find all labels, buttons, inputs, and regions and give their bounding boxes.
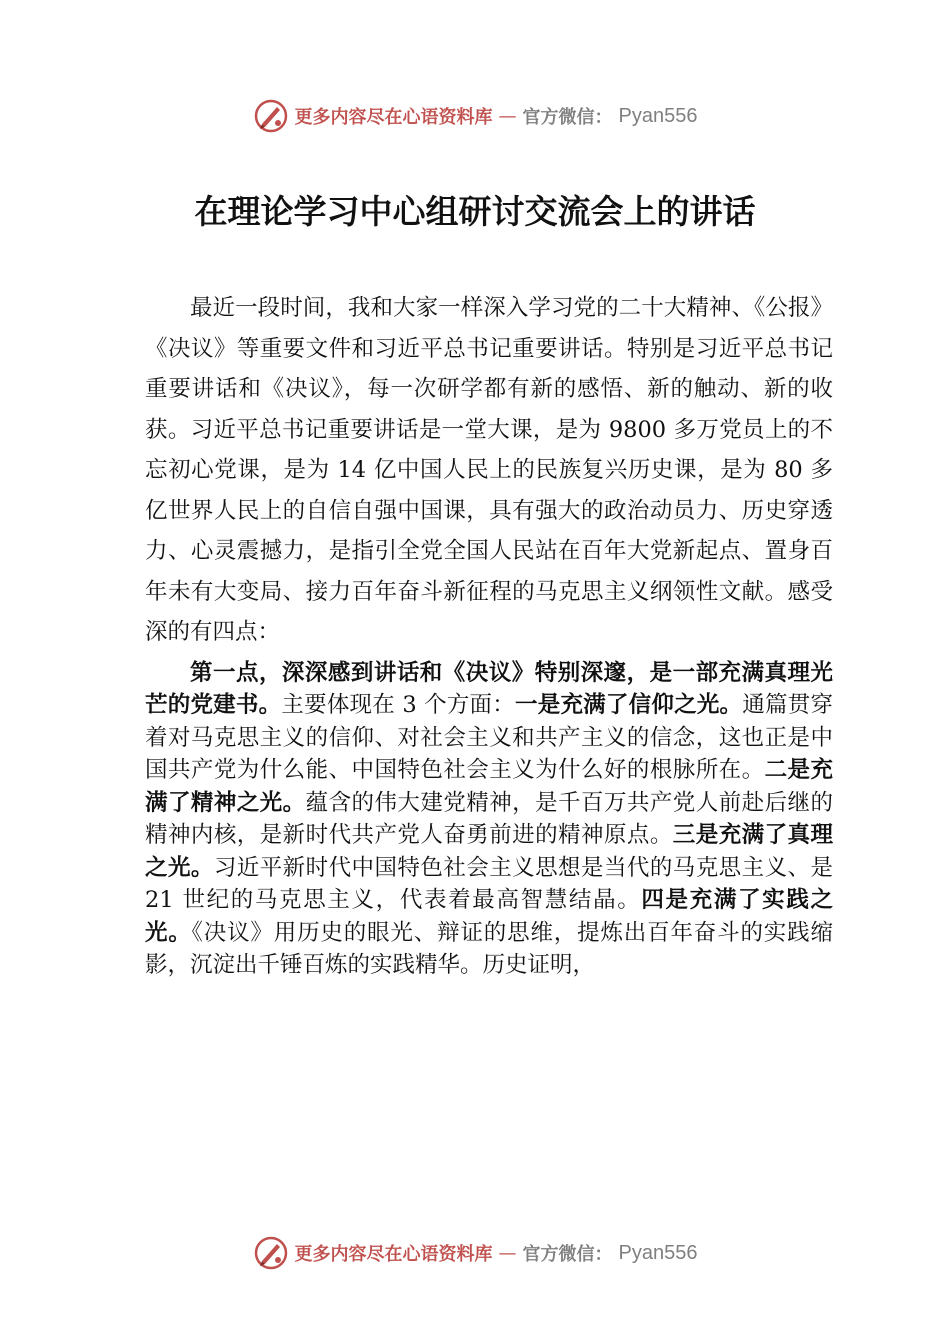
lead-bold-text: 第一点，深深感到讲话和《决议》特别深邃，是一部充满真理光芒的党建书。 (145, 659, 833, 718)
point3-heading: 三是充满了真理之光。 (145, 822, 833, 881)
point2-heading: 二是充满了精神之光。 (145, 757, 833, 816)
paragraph-first-point (145, 657, 833, 982)
banner-dash: — (498, 1242, 517, 1264)
banner-wechat-label: 官方微信： (522, 107, 613, 128)
banner-dash: — (498, 105, 517, 127)
paragraph-intro: 最近一段时间，我和大家一样深入学习党的二十大精神、《公报》《决议》等重要文件和习近平总书记重要讲话。特别是习近平总书记重要讲话和《决议》，每一次研学都有新的感悟、新的触动、新的收获。习近平总书记重要讲话是一堂大课，是为 9800 多万党员上的不忘初心党课，是为 14 亿中国人民上的民族复兴历史课，是为 80 多亿世界人民上的自信自强中国课，具有强大的政治动员力、历史穿透力、心灵震撼力，是指引全党全国人民站在百年大党新起点、置身百年未有大变局、接力百年奋斗新征程的马克思主义纲领性文献。感受深的有四点： (145, 295, 833, 645)
banner-text: 更多内容尽在心语资料库 (294, 107, 493, 128)
pen-logo-icon (253, 98, 289, 134)
intro-text: 主要体现在 3 个方面： (281, 692, 515, 718)
footer-banner (0, 1233, 950, 1273)
point2-text: 蕴含的伟大建党精神，是千百万共产党人前赴后继的精神内核，是新时代共产党人奋勇前进的精神原点。 (145, 789, 833, 848)
banner-text: 更多内容尽在心语资料库 (294, 1244, 493, 1265)
header-banner (0, 96, 950, 136)
banner-wechat-id: Pyan556 (618, 1241, 698, 1264)
document-title: 在理论学习中心组研讨交流会上的讲话 (194, 192, 756, 231)
point4-heading: 四是充满了实践之光。 (145, 887, 833, 946)
point1-heading: 一是充满了信仰之光。 (515, 692, 743, 718)
document-body (145, 288, 833, 982)
pen-logo-icon (253, 1235, 289, 1271)
banner-wechat-id: Pyan556 (618, 104, 698, 127)
point3-text: 习近平新时代中国特色社会主义思想是当代的马克思主义、是 21 世纪的马克思主义，代表着最高智慧结晶。 (145, 854, 833, 913)
banner-wechat-label: 官方微信： (522, 1244, 613, 1265)
point1-text: 通篇贯穿着对马克思主义的信仰、对社会主义和共产主义的信念，这也正是中国共产党为什么能、中国特色社会主义为什么好的根脉所在。 (145, 692, 833, 783)
point4-text: 《决议》用历史的眼光、辩证的思维，提炼出百年奋斗的实践缩影，沉淀出千锤百炼的实践精华。历史证明， (145, 919, 833, 978)
